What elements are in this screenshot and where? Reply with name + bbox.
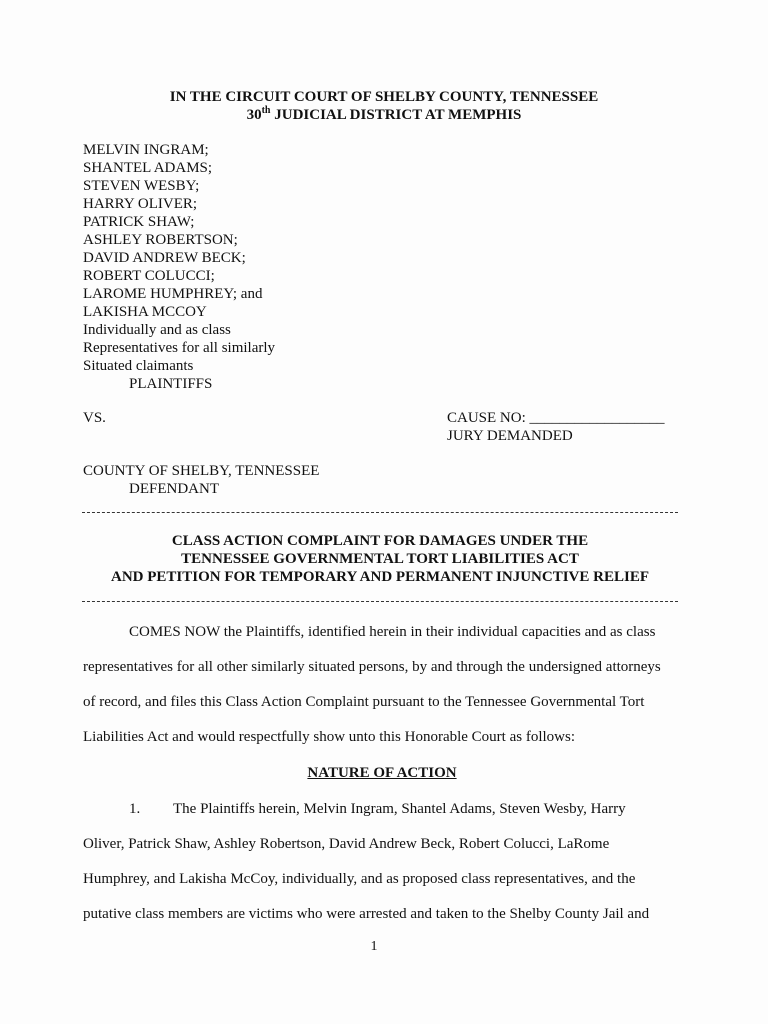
plaintiff-line: HARRY OLIVER; (83, 196, 198, 212)
cause-number (447, 409, 665, 427)
plaintiff-line: PATRICK SHAW; (83, 214, 195, 230)
complaint-title-line: AND PETITION FOR TEMPORARY AND PERMANENT INJUNCTIVE RELIEF (111, 569, 649, 585)
district-ordinal-suffix: th (261, 105, 271, 116)
complaint-title-line: TENNESSEE GOVERNMENTAL TORT LIABILITIES ACT (181, 551, 579, 567)
court-name: IN THE CIRCUIT COURT OF SHELBY COUNTY, TENNESSEE (169, 89, 599, 105)
paragraph-line: Oliver, Patrick Shaw, Ashley Robertson, David Andrew Beck, Robert Colucci, LaRome (83, 836, 610, 852)
plaintiffs-label: PLAINTIFFS (129, 376, 213, 392)
intro-line: of record, and files this Class Action Complaint pursuant to the Tennessee Governmental Tort (83, 694, 645, 710)
plaintiff-line: DAVID ANDREW BECK; (83, 250, 246, 266)
section-heading: NATURE OF ACTION (307, 765, 457, 781)
intro-line: representatives for all other similarly situated persons, by and through the undersigned attorneys (83, 659, 661, 675)
plaintiff-line: ROBERT COLUCCI; (83, 268, 215, 284)
cause-number-label: CAUSE NO: (447, 410, 530, 426)
versus-label: VS. (83, 410, 106, 426)
plaintiff-line: LAROME HUMPHREY; and (83, 286, 263, 302)
defendant-name: COUNTY OF SHELBY, TENNESSEE (83, 463, 320, 479)
intro-line: Liabilities Act and would respectfully show unto this Honorable Court as follows: (83, 729, 576, 745)
paragraph-number: 1. (129, 801, 141, 817)
plaintiff-line: Individually and as class (83, 322, 231, 338)
defendant-label: DEFENDANT (129, 481, 219, 497)
caption-divider-top (82, 512, 678, 513)
complaint-title-line: CLASS ACTION COMPLAINT FOR DAMAGES UNDER THE (171, 533, 589, 549)
jury-demanded: JURY DEMANDED (447, 428, 573, 444)
judicial-district (0, 106, 768, 124)
district-number: 30 (246, 107, 262, 123)
plaintiff-line: LAKISHA MCCOY (83, 304, 207, 320)
plaintiff-line: MELVIN INGRAM; (83, 142, 209, 158)
plaintiff-line: STEVEN WESBY; (83, 178, 200, 194)
caption-divider-bottom (82, 601, 678, 602)
paragraph-line: Humphrey, and Lakisha McCoy, individually, and as proposed class representatives, and the (83, 871, 636, 887)
district-text: JUDICIAL DISTRICT AT MEMPHIS (270, 107, 522, 123)
plaintiff-line: Situated claimants (83, 358, 194, 374)
plaintiff-line: ASHLEY ROBERTSON; (83, 232, 238, 248)
section-heading-wrap (0, 764, 764, 782)
intro-line: COMES NOW the Plaintiffs, identified herein in their individual capacities and as class (129, 624, 656, 640)
plaintiff-line: SHANTEL ADAMS; (83, 160, 213, 176)
page-number: 1 (370, 939, 378, 954)
paragraph-line: putative class members are victims who were arrested and taken to the Shelby County Jail and (83, 906, 650, 922)
plaintiff-line: Representatives for all similarly (83, 340, 276, 356)
cause-number-blank: __________________ (529, 410, 665, 426)
paragraph-line: The Plaintiffs herein, Melvin Ingram, Shantel Adams, Steven Wesby, Harry (173, 801, 626, 817)
